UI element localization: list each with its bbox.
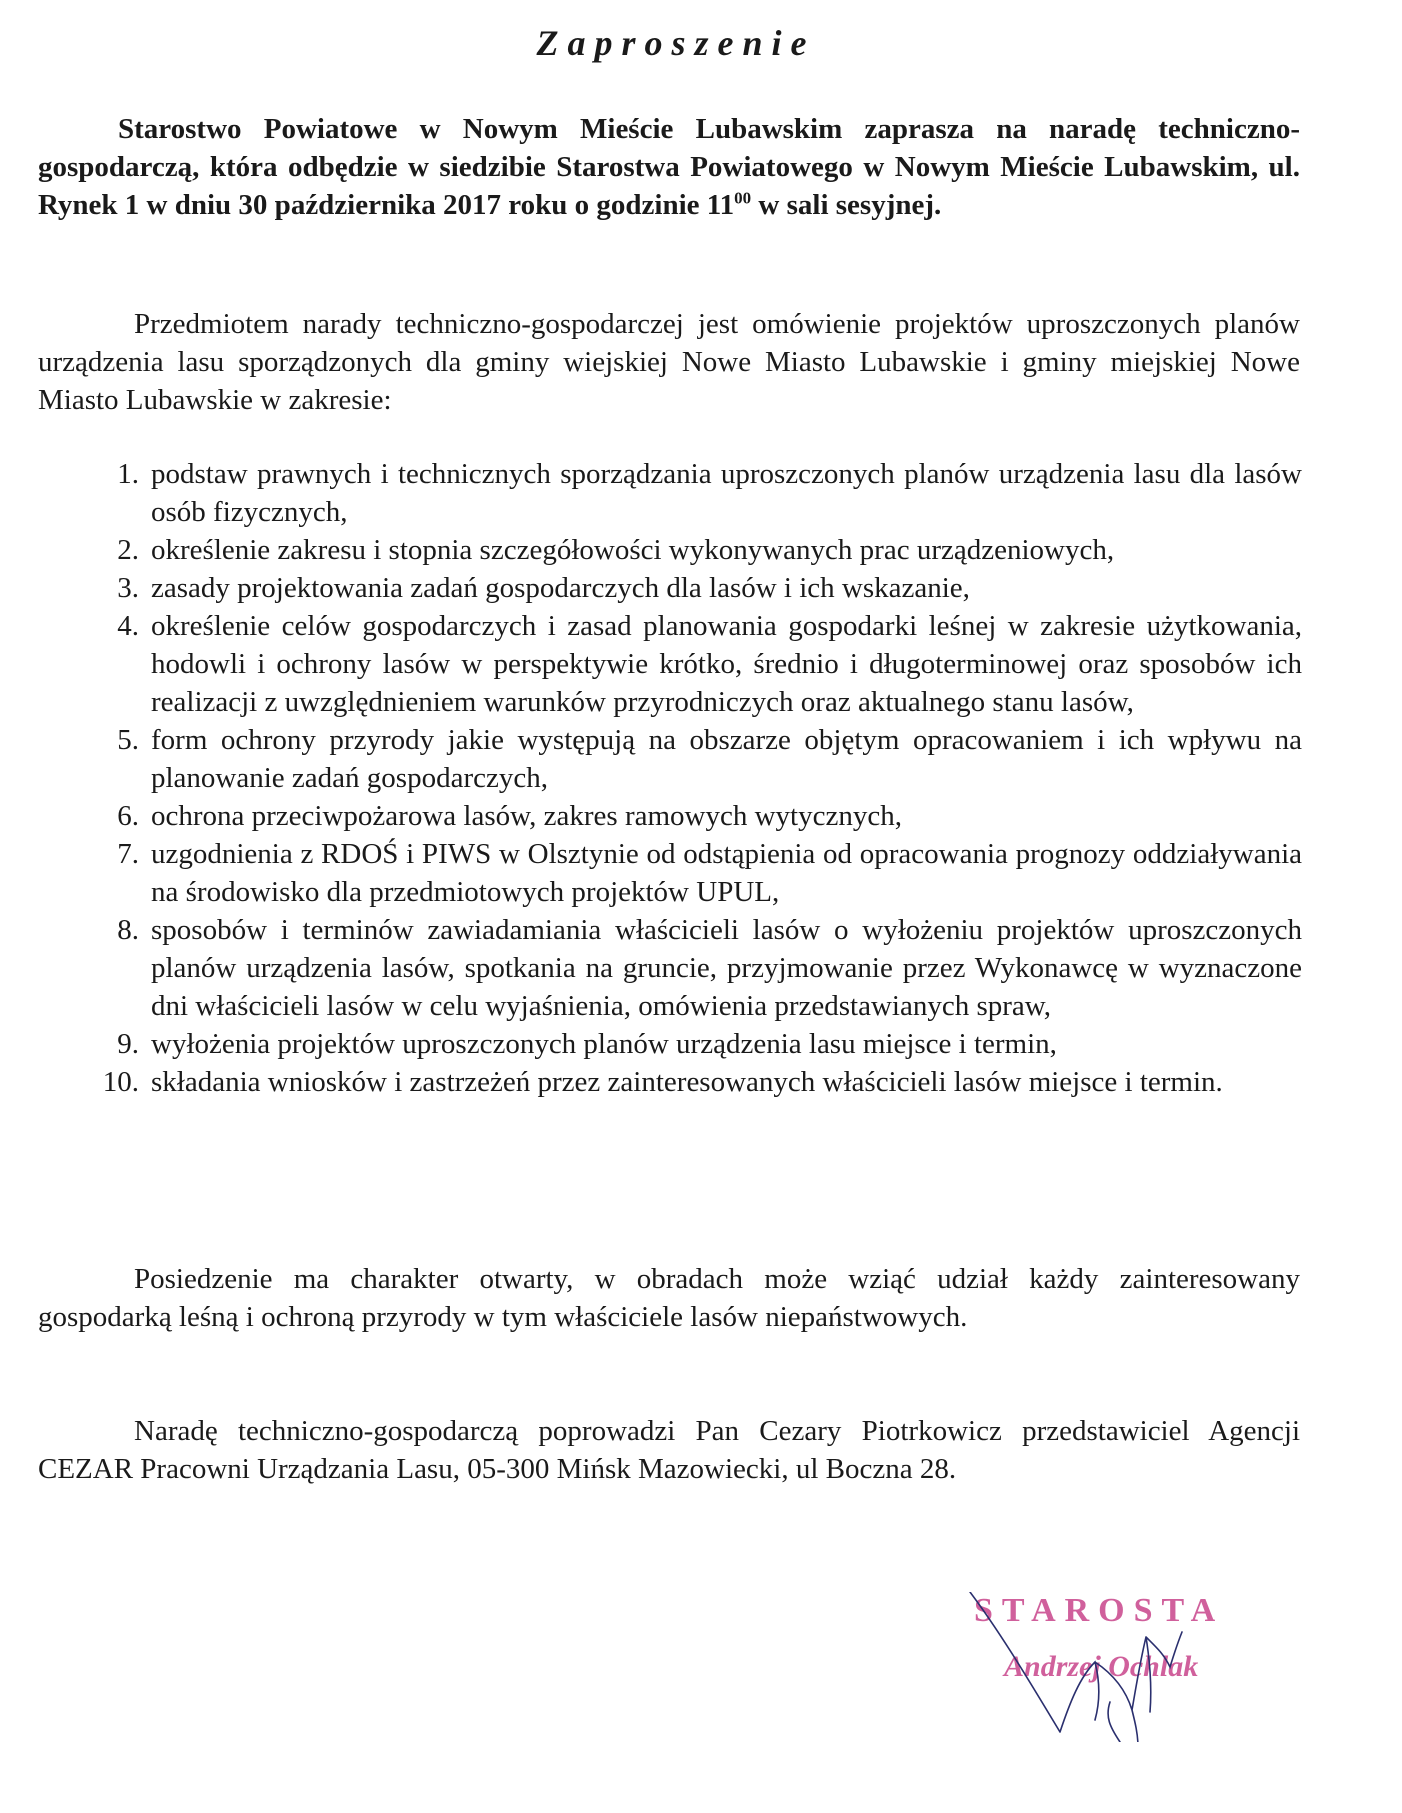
list-item-text: składania wniosków i zastrzeżeń przez zainteresowanych właścicieli lasów miejsce i termin. <box>151 1066 1223 1098</box>
list-item-number: 7. <box>117 838 139 870</box>
list-item-text: zasady projektowania zadań gospodarczych dla lasów i ich wskazanie, <box>151 572 970 604</box>
list-item <box>84 835 1302 911</box>
list-item <box>84 1063 1302 1101</box>
list-item <box>84 569 1302 607</box>
intro-text: Starostwo Powiatowe w Nowym Mieście Lubawskim zaprasza na naradę techniczno-gospodarczą, która odbędzie w siedzibie Starostwa Powiatowego w Nowym Mieście Lubawskim, ul. Rynek 1 w dniu 30 października 2017 roku o godzinie 11 <box>38 113 1300 221</box>
list-item-text: określenie zakresu i stopnia szczegółowości wykonywanych prac urządzeniowych, <box>151 534 1115 566</box>
list-item-text: form ochrony przyrody jakie występują na obszarze objętym opracowaniem i ich wpływu na planowanie zadań gospodarczych, <box>151 724 1302 794</box>
list-item-text: ochrona przeciwpożarowa lasów, zakres ramowych wytycznych, <box>151 800 902 832</box>
list-item-text: określenie celów gospodarczych i zasad planowania gospodarki leśnej w zakresie użytkowania, hodowli i ochrony lasów w perspektywie krótko, średnio i długoterminowej oraz sposobów ich realizacji z uwzględnieniem warunków przyrodniczych oraz aktualnego stanu lasów, <box>151 610 1302 718</box>
list-item <box>84 607 1302 721</box>
stamp-name: Andrzej Ochlak <box>1004 1650 1199 1683</box>
list-item <box>84 455 1302 531</box>
list-item-number: 2. <box>117 534 139 566</box>
open-meeting-paragraph: Posiedzenie ma charakter otwarty, w obradach może wziąć udział każdy zainteresowany gospodarką leśną i ochroną przyrody w tym właściciele lasów niepaństwowych. <box>38 1263 1300 1333</box>
scope-paragraph: Przedmiotem narady techniczno-gospodarczej jest omówienie projektów uproszczonych planów urządzenia lasu sporządzonych dla gminy wiejskiej Nowe Miasto Lubawskie i gminy miejskiej Nowe Miasto Lubawskie w zakresie: <box>38 308 1300 416</box>
list-item-number: 5. <box>117 724 139 756</box>
intro-tail: w sali sesyjnej. <box>751 189 942 221</box>
list-item-number: 8. <box>117 914 139 946</box>
list-item <box>84 797 1302 835</box>
handwritten-signature <box>960 1592 1290 1742</box>
stamp-title: STAROSTA <box>974 1592 1225 1629</box>
list-item-number: 6. <box>117 800 139 832</box>
intro-time-superscript: 00 <box>734 188 752 208</box>
intro-paragraph <box>38 110 1300 224</box>
signature-stroke <box>970 1592 1182 1742</box>
list-item-number: 3. <box>117 572 139 604</box>
list-item-number: 9. <box>117 1028 139 1060</box>
topic-list <box>84 455 1302 1101</box>
list-item <box>84 1025 1302 1063</box>
list-item <box>84 721 1302 797</box>
list-item <box>84 531 1302 569</box>
list-item-text: uzgodnienia z RDOŚ i PIWS w Olsztynie od odstąpienia od opracowania prognozy oddziaływania na środowisko dla przedmiotowych projektów UPUL, <box>151 838 1302 908</box>
list-item-text: sposobów i terminów zawiadamiania właścicieli lasów o wyłożeniu projektów uproszczonych planów urządzenia lasów, spotkania na gruncie, przyjmowanie przez Wykonawcę w wyznaczone dni właścicieli lasów w celu wyjaśnienia, omówienia przedstawianych spraw, <box>151 914 1302 1022</box>
starosta-stamp <box>960 1592 1290 1742</box>
list-item-text: podstaw prawnych i technicznych sporządzania uproszczonych planów urządzenia lasu dla lasów osób fizycznych, <box>151 458 1302 528</box>
list-item-number: 1. <box>117 458 139 490</box>
list-item <box>84 911 1302 1025</box>
list-item-text: wyłożenia projektów uproszczonych planów urządzenia lasu miejsce i termin, <box>151 1028 1057 1060</box>
host-paragraph: Naradę techniczno-gospodarczą poprowadzi Pan Cezary Piotrkowicz przedstawiciel Agencji CEZAR Pracowni Urządzania Lasu, 05-300 Mińsk Mazowiecki, ul Boczna 28. <box>38 1415 1300 1485</box>
list-item-number: 4. <box>117 610 139 642</box>
list-item-number: 10. <box>102 1066 139 1098</box>
document-title: Zaproszenie <box>536 23 816 63</box>
